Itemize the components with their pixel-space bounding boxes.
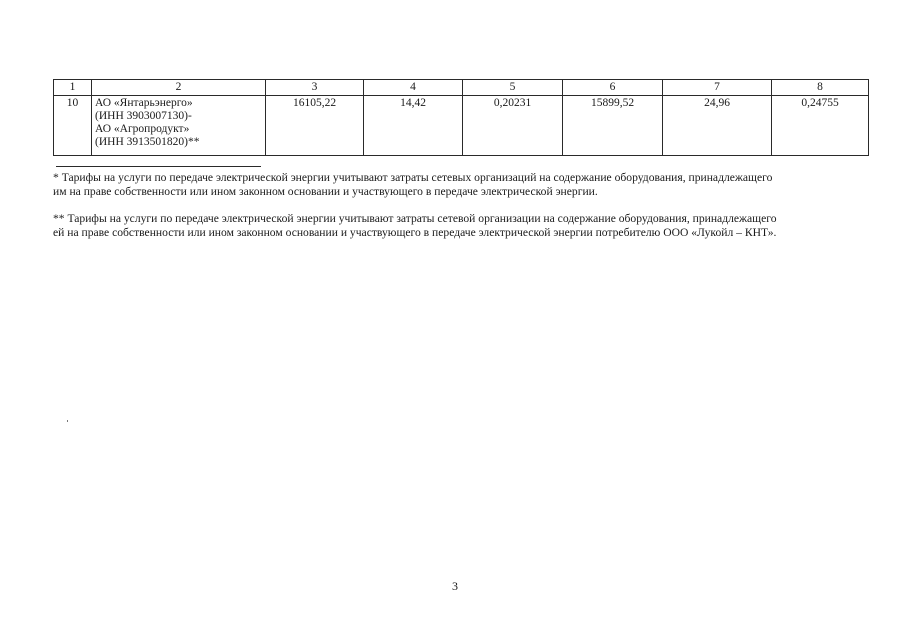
value-cell-5: 0,20231 <box>463 96 563 156</box>
organization-name-line: АО «Янтарьэнерго» <box>95 97 193 109</box>
organization-name-cell <box>92 96 266 156</box>
value-cell-6: 15899,52 <box>563 96 663 156</box>
footnote-double-asterisk <box>53 212 868 240</box>
footnote-line: ** Тарифы на услуги по передаче электрической энергии учитывают затраты сетевой организации на содержание оборудования, принадлежащего <box>53 212 777 225</box>
value-cell-4: 14,42 <box>364 96 463 156</box>
footnote-single-asterisk <box>53 171 868 199</box>
header-cell-4: 4 <box>364 80 463 96</box>
value-cell-3: 16105,22 <box>266 96 364 156</box>
row-number-cell: 10 <box>54 96 92 156</box>
organization-name-line: (ИНН 3903007130)- <box>95 110 192 122</box>
header-cell-6: 6 <box>563 80 663 96</box>
table-header-row <box>54 80 869 96</box>
footnote-separator <box>56 166 261 167</box>
footnote-line: ей на праве собственности или ином законном основании и участвующего в передаче электрической энергии потребителю ООО «Лукойл – КНТ». <box>53 226 777 239</box>
header-cell-7: 7 <box>663 80 772 96</box>
organization-name-line: (ИНН 3913501820)** <box>95 136 200 148</box>
footnote-line: * Тарифы на услуги по передаче электрической энергии учитывают затраты сетевых организаций на содержание оборудования, принадлежащего <box>53 171 773 184</box>
header-cell-8: 8 <box>772 80 869 96</box>
organization-name-line: АО «Агропродукт» <box>95 123 190 135</box>
tariff-table <box>53 79 869 156</box>
table-row <box>54 96 869 156</box>
page-number: 3 <box>452 579 458 593</box>
header-cell-1: 1 <box>54 80 92 96</box>
footnote-line: им на праве собственности или ином законном основании и участвующего в передаче электрической энергии. <box>53 185 598 198</box>
header-cell-5: 5 <box>463 80 563 96</box>
value-cell-8: 0,24755 <box>772 96 869 156</box>
value-cell-7: 24,96 <box>663 96 772 156</box>
header-cell-2: 2 <box>92 80 266 96</box>
scan-speck <box>67 420 68 422</box>
header-cell-3: 3 <box>266 80 364 96</box>
